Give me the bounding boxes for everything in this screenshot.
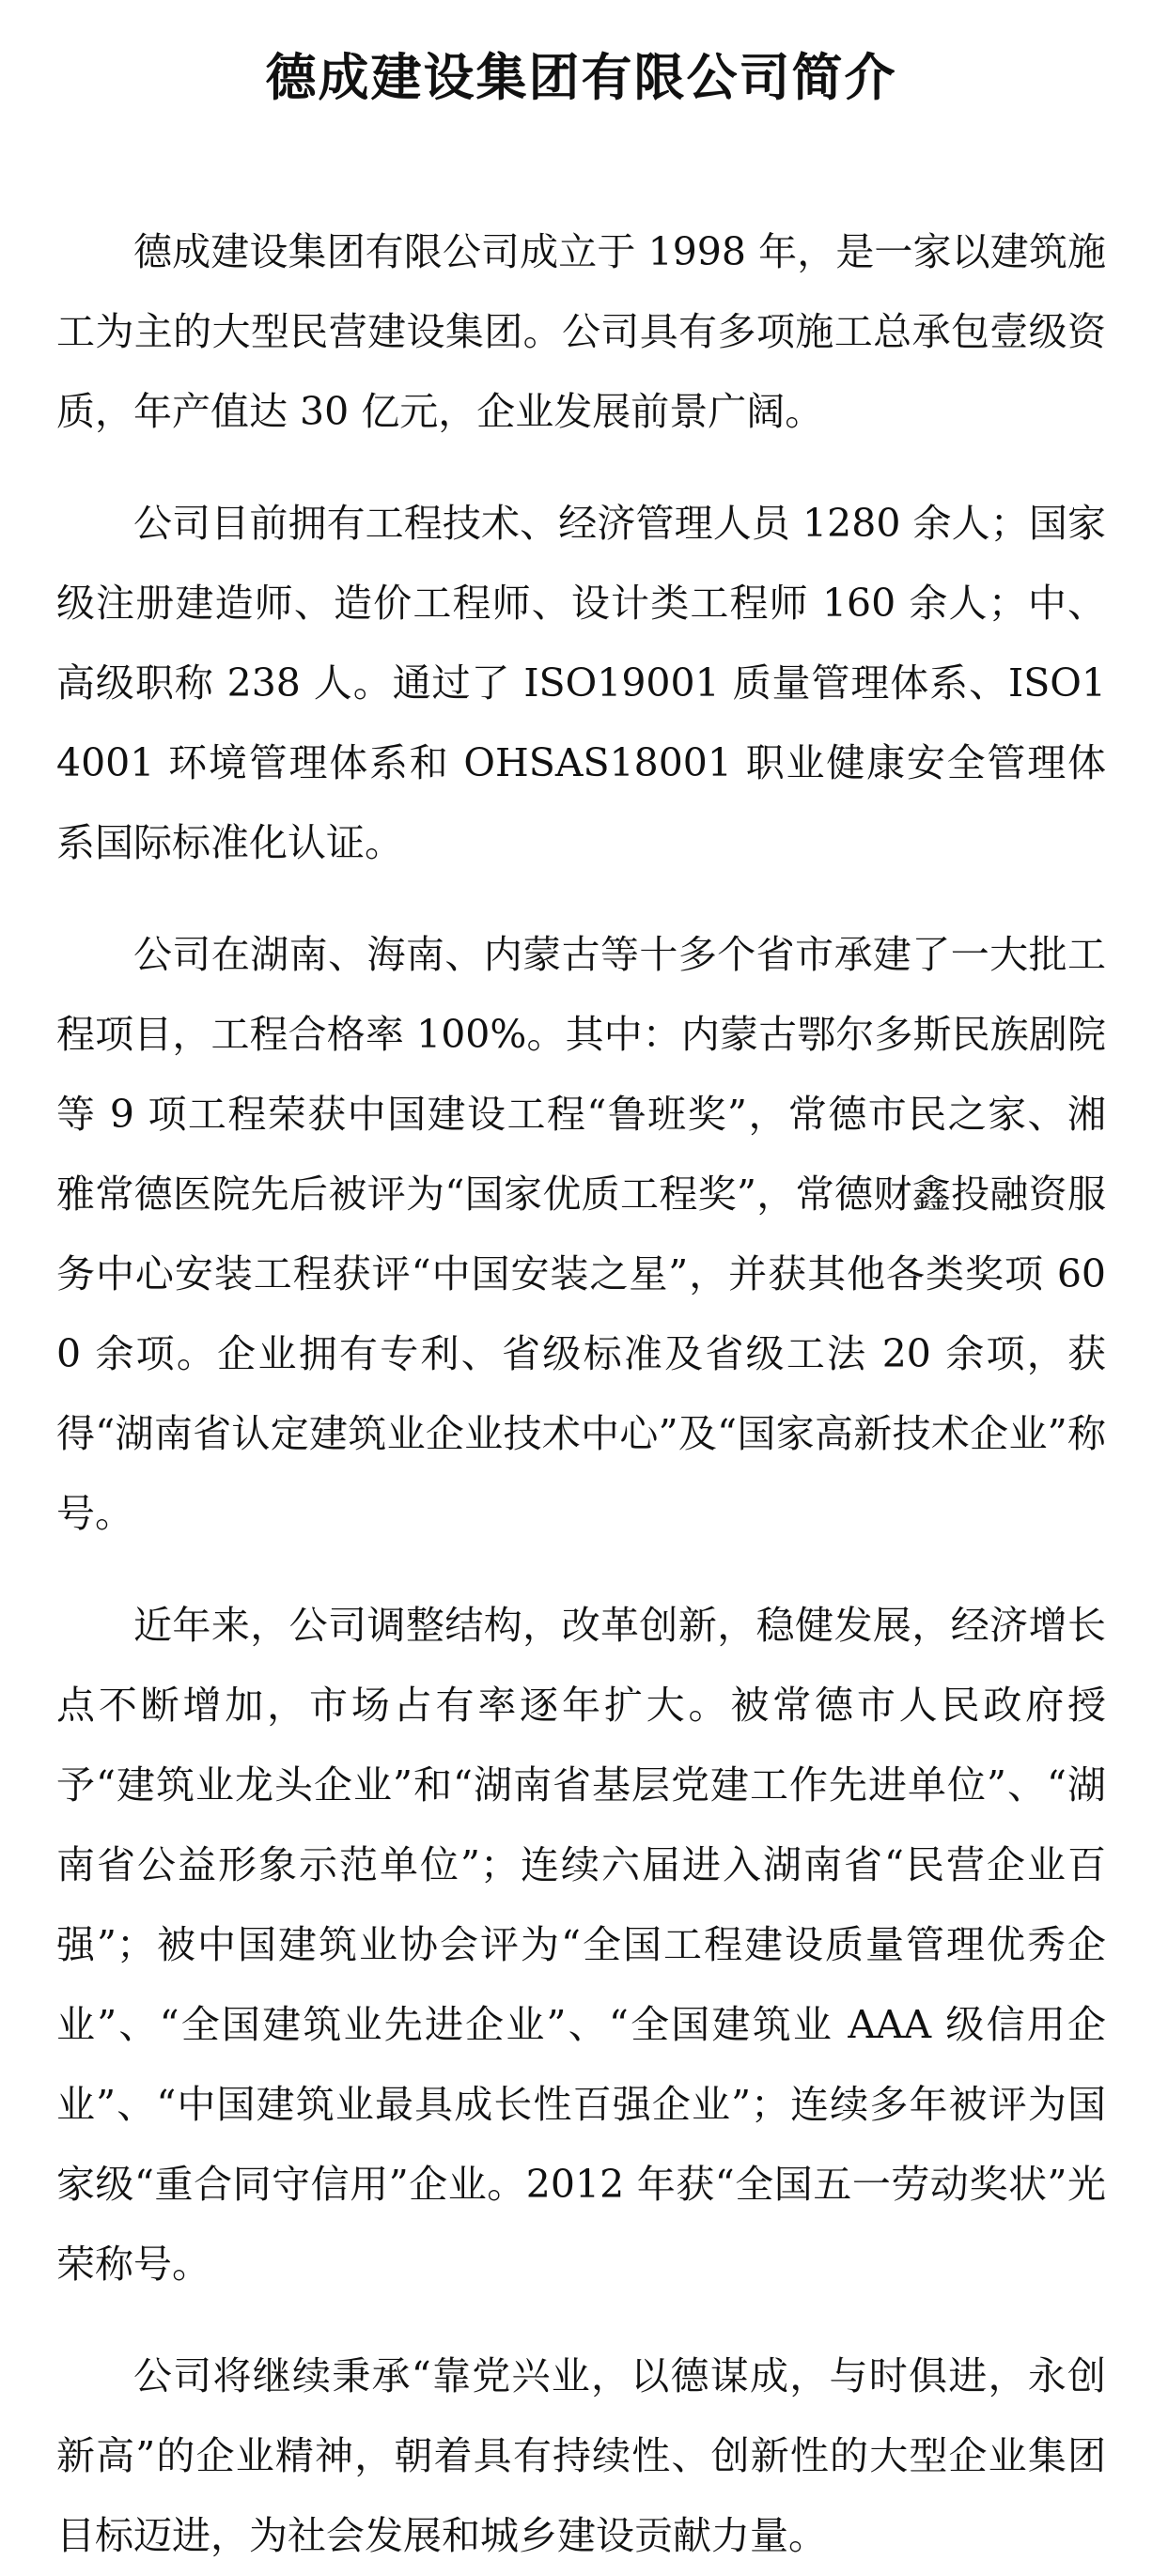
paragraph-enterprise-spirit: 公司将继续秉承“靠党兴业，以德谋成，与时俱进，永创新高”的企业精神，朝着具有持续性、创新性的大型企业集团目标迈进，为社会发展和城乡建设贡献力量。	[56, 2353, 1106, 2558]
paragraph-staff-certification: 公司目前拥有工程技术、经济管理人员 1280 余人；国家级注册建造师、造价工程师、设计类工程师 160 余人；中、高级职称 238 人。通过了 ISO19001 质量管理体系、ISO14001 环境管理体系和 OHSAS18001 职业健康安全管理体系国际标准化认证。	[56, 501, 1106, 865]
document-title: 德成建设集团有限公司简介	[265, 48, 897, 107]
paragraph-projects-awards: 公司在湖南、海南、内蒙古等十多个省市承建了一大批工程项目，工程合格率 100%。其中：内蒙古鄂尔多斯民族剧院等 9 项工程荣获中国建设工程“鲁班奖”，常德市民之家、湘雅常德医院先后被评为“国家优质工程奖”，常德财鑫投融资服务中心安装工程获评“中国安装之星”，并获其他各类奖项 600 余项。企业拥有专利、省级标准及省级工法 20 余项，获得“湖南省认定建筑业企业技术中心”及“国家高新技术企业”称号。	[56, 932, 1106, 1536]
paragraph-founding: 德成建设集团有限公司成立于 1998 年，是一家以建筑施工为主的大型民营建设集团。公司具有多项施工总承包壹级资质，年产值达 30 亿元，企业发展前景广阔。	[56, 229, 1106, 434]
document-body	[56, 212, 1106, 2576]
paragraph-recent-development: 近年来，公司调整结构，改革创新，稳健发展，经济增长点不断增加，市场占有率逐年扩大。被常德市人民政府授予“建筑业龙头企业”和“湖南省基层党建工作先进单位”、“湖南省公益形象示范单位”；连续六届进入湖南省“民营企业百强”；被中国建筑业协会评为“全国工程建设质量管理优秀企业”、“全国建筑业先进企业”、“全国建筑业 AAA 级信用企业”、“中国建筑业最具成长性百强企业”；连续多年被评为国家级“重合同守信用”企业。2012 年获“全国五一劳动奖状”光荣称号。	[56, 1603, 1106, 2287]
